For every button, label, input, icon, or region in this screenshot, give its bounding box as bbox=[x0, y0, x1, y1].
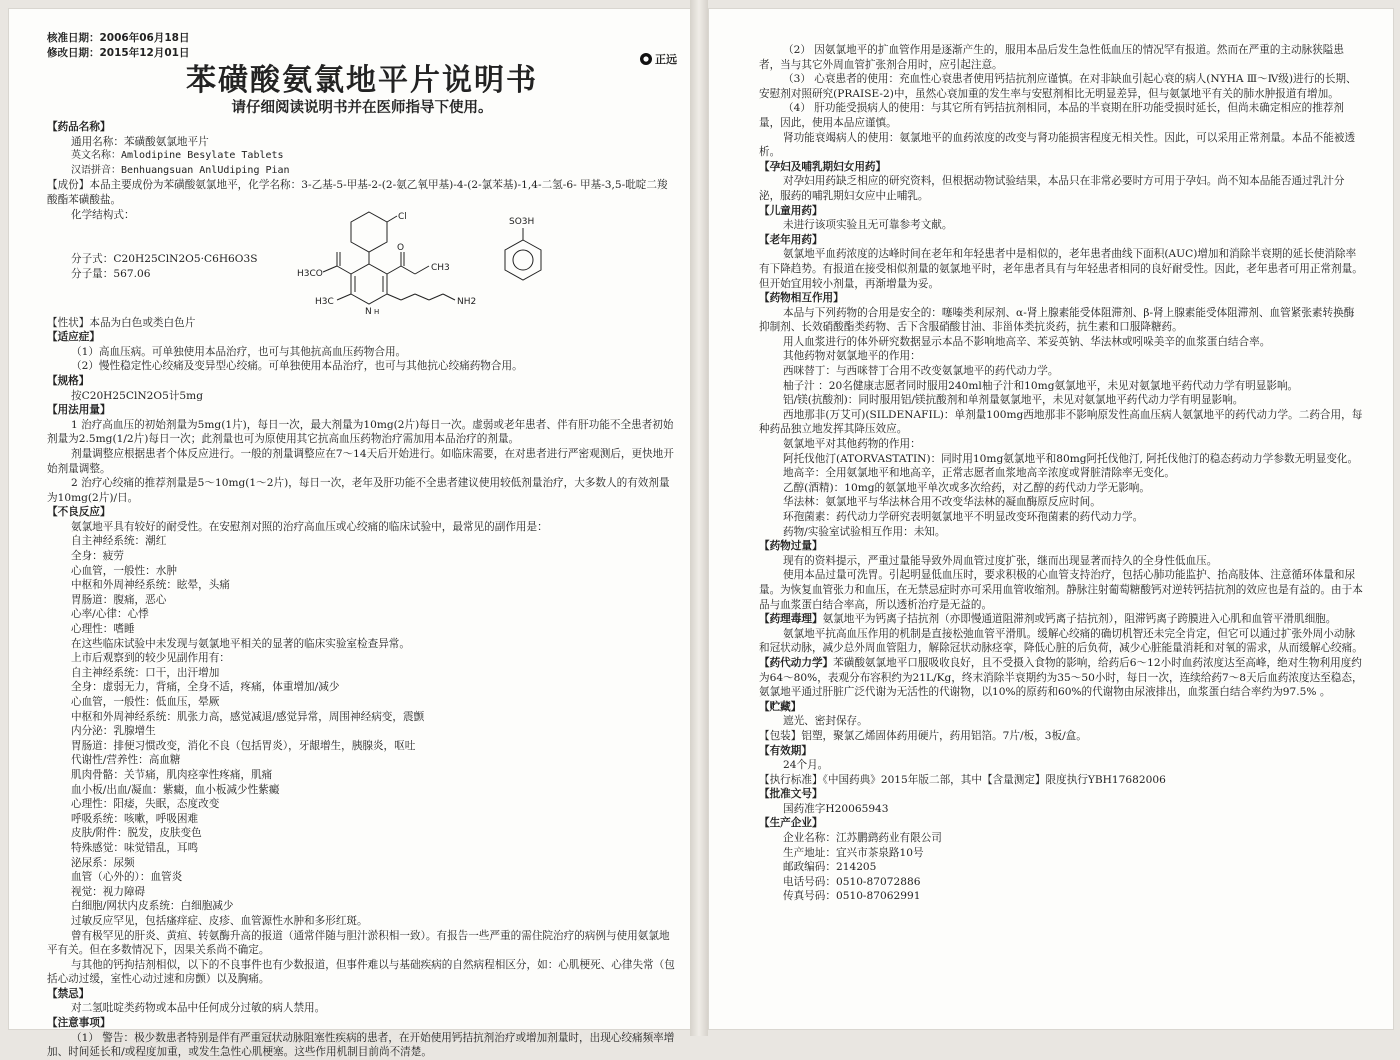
overdose-paragraph: 使用本品过量可洗胃。引起明显低血压时，要求积极的心血管支持治疗，包括心肺功能监护、抬高肢体、注意循环体量和尿量。为恢复血管张力和血压，在无禁忌症时亦可采用血管收缩剂。静脉注射葡萄糖酸钙对逆转钙拮抗剂的效应也是有益的。由于本品与血浆蛋白结合率高，所以透析治疗是无益的。 bbox=[759, 569, 1363, 611]
adverse-less-item: 心血管，一般性：低血压，晕厥 bbox=[71, 696, 220, 708]
adverse-less-item: 全身：虚弱无力，背痛，全身不适，疼痛，体重增加/减少 bbox=[71, 681, 340, 694]
pregnancy: 对孕妇用药缺乏相应的研究资料，但根据动物试验结果，本品只在非常必要时方可用于孕妇。尚不知本品能否通过乳汁分泌，服药的哺乳期妇女应中止哺乳。 bbox=[759, 175, 1345, 202]
page-fold bbox=[690, 0, 708, 1036]
adverse-item: 全身：疲劳 bbox=[71, 550, 124, 563]
section-indications: 【适应症】 bbox=[47, 331, 100, 344]
molecular-formula: 分子式：C20H25ClN2O5·C6H6O3S bbox=[71, 253, 258, 266]
indication-item: （2）慢性稳定性心绞痛及变异型心绞痛。可单独使用本品治疗，也可与其他抗心绞痛药物合用。 bbox=[71, 360, 523, 373]
adverse-item: 心理性：嗜睡 bbox=[71, 623, 135, 636]
section-manufacturer: 【生产企业】 bbox=[759, 817, 823, 830]
pinyin-name: 汉语拼音：Benhuangsuan AnlUdiping Pian bbox=[71, 164, 290, 176]
overdose-paragraph: 现有的资料提示，严重过量能导致外周血管过度扩张，继而出现显著而持久的全身性低血压。 bbox=[783, 554, 1218, 567]
section-pregnancy: 【孕妇及哺乳期妇女用药】 bbox=[759, 160, 887, 173]
adverse-item: 胃肠道：腹痛，恶心 bbox=[71, 593, 167, 606]
pharmacology-text: 氨氯地平为钙离子拮抗剂（亦即慢通道阻滞剂或钙离子拮抗剂），阻滞钙离子跨膜进入心肌和血管平滑肌细胞。 bbox=[822, 613, 1337, 626]
adverse-less-item: 特殊感觉：味觉错乱，耳鸣 bbox=[71, 841, 199, 854]
caution-item: （4） 肝功能受损病人的使用：与其它所有钙拮抗剂相同，本品的半衰期在肝功能受损时延长，但尚未确定相应的推荐剂量，因此，使用本品应谨慎。 bbox=[759, 102, 1344, 129]
caution-item: （3） 心衰患者的使用：充血性心衰患者使用钙拮抗剂应谨慎。在对非缺血引起心衰的病人(NYHA Ⅲ～Ⅳ级)进行的长期、安慰剂对照研究(PRAISE-2)中，虽然心衰加重的发生率与安慰剂相比无明显差异，但与氨氯地平有关的肺水肿报道有增加。 bbox=[759, 73, 1357, 100]
section-pharmacokinetics: 【药代动力学】 bbox=[759, 656, 834, 669]
approval-date: 核准日期：2006年06月18日 bbox=[47, 32, 190, 44]
adverse-less-item: 血小板/出血/凝血：紫癜，血小板减少性紫癜 bbox=[71, 783, 280, 796]
interaction-item: 药物/实验室试验相互作用：未知。 bbox=[783, 525, 946, 538]
interaction-item: 乙醇(酒精)：10mg的氨氯地平单次或多次给药，对乙醇的药代动力学无影响。 bbox=[783, 481, 1150, 494]
section-spec: 【规格】 bbox=[47, 374, 90, 387]
adverse-note: 在这些临床试验中未发现与氨氯地平相关的显著的临床实验室检查异常。 bbox=[71, 637, 410, 650]
contraindications: 对二氢吡啶类药物或本品中任何成分过敏的病人禁用。 bbox=[71, 1002, 326, 1015]
adverse-less-item: 皮肤/附件：脱发，皮肤变色 bbox=[71, 827, 202, 840]
adverse-intro: 氨氯地平具有较好的耐受性。在安慰剂对照的治疗高血压或心绞痛的临床试验中，最常见的副作用是： bbox=[71, 520, 548, 533]
brand-circle-icon bbox=[639, 52, 653, 66]
section-interactions: 【药物相互作用】 bbox=[759, 292, 844, 305]
common-name: 通用名称：苯磺酸氨氯地平片 bbox=[71, 135, 209, 148]
section-overdose: 【药物过量】 bbox=[759, 540, 823, 553]
adverse-more: 曾有极罕见的肝炎、黄疸、转氨酶升高的报道（通常伴随与胆汁淤积相一致）。有报告一些严重的需住院治疗的病例与使用氨氯地平有关。但在多数情况下，因果关系尚不确定。 bbox=[47, 929, 670, 957]
interaction-item: 柚子汁 ：20名健康志愿者同时服用240ml柚子汁和10mg氨氯地平，未见对氨氯地平药代动力学有明显影响。 bbox=[783, 379, 1299, 392]
section-elderly: 【老年用药】 bbox=[759, 233, 823, 246]
revision-date: 修改日期：2015年12月01日 bbox=[47, 47, 190, 59]
adverse-item: 心率/心律：心悸 bbox=[71, 608, 149, 621]
adverse-less-item: 白细胞/网状内皮系统：白细胞减少 bbox=[71, 900, 234, 913]
adverse-less-item: 代谢性/营养性：高血糖 bbox=[71, 754, 181, 767]
composition: 【成份】本品主要成份为苯磺酸氨氯地平，化学名称：3-乙基-5-甲基-2-(2-氨乙氧甲基)-4-(2-氯苯基)-1,4-二氢-6- 甲基-3,5-吡啶二羧酸酯苯磺酸盐。 bbox=[47, 179, 668, 206]
usage-paragraph: 剂量调整应根据患者个体反应进行。一般的剂量调整应在7～14天后开始进行。如临床需要，在对患者进行严密观测后，更快地开始剂量调整。 bbox=[47, 447, 674, 475]
adverse-item: 中枢和外周神经系统：眩晕，头痛 bbox=[71, 579, 230, 592]
pharmacology-more: 氨氯地平抗高血压作用的机制是直接松弛血管平滑肌。缓解心绞痛的确切机智还未完全肯定，但它可以通过扩张外周小动脉和冠状动脉，减少总外周血管阻力，解除冠状动脉痉挛，降低心脏的后负荷，减少心脏能量消耗和对氧的需求，从而缓解心绞痛。 bbox=[759, 627, 1363, 655]
section-children: 【儿童用药】 bbox=[759, 204, 823, 217]
adverse-less-item: 视觉：视力障碍 bbox=[71, 885, 146, 898]
indication-item: （1）高血压病。可单独使用本品治疗，也可与其他抗高血压药物合用。 bbox=[71, 345, 407, 358]
storage: 遮光、密封保存。 bbox=[783, 715, 868, 728]
cl-label: Cl bbox=[398, 211, 407, 222]
brand-name: 正远 bbox=[655, 53, 677, 66]
adverse-less-item: 呼吸系统：咳嗽，呼吸困难 bbox=[71, 812, 199, 825]
section-adverse: 【不良反应】 bbox=[47, 506, 111, 519]
adverse-less-item: 血管（心外的）：血管炎 bbox=[71, 871, 183, 884]
interaction-item: 用人血浆进行的体外研究数据显示本品不影响地高辛、苯妥英钠、华法林或吲哚美辛的血浆蛋白结合率。 bbox=[783, 335, 1271, 348]
right-page bbox=[708, 8, 1394, 1030]
document-title: 苯磺酸氨氯地平片说明书 bbox=[186, 63, 538, 98]
chemical-structure-diagram bbox=[297, 208, 597, 316]
h3c-label: H3C bbox=[315, 296, 334, 307]
structure-label: 化学结构式： bbox=[71, 208, 135, 221]
section-usage: 【用法用量】 bbox=[47, 404, 111, 417]
pharmacokinetics bbox=[759, 656, 1363, 700]
interaction-item: 本品与下列药物的合用是安全的：噻嗪类利尿剂、α-肾上腺素能受体阻滞剂、β-肾上腺素能受体阻滞剂、血管紧张素转换酶抑制剂、长效硝酸酯类药物、舌下含服硝酸甘油、非甾体类抗炎药，抗生素和口服降糖药。 bbox=[759, 306, 1355, 334]
adverse-item: 自主神经系统：潮红 bbox=[71, 535, 167, 548]
interaction-item: 西咪替丁：与西咪替丁合用不改变氨氯地平的药代动力学。 bbox=[783, 365, 1059, 378]
section-contraindications: 【禁忌】 bbox=[47, 987, 90, 1000]
standard: 【执行标准】《中国药典》2015年版二部，其中【含量测定】限度执行YBH17682006 bbox=[759, 773, 1166, 786]
adverse-more: 过敏反应罕见，包括瘙痒症、皮疹、血管源性水肿和多形红斑。 bbox=[71, 914, 368, 927]
section-validity: 【有效期】 bbox=[759, 744, 812, 757]
caution-item: （1） 警告：极少数患者特别是伴有严重冠状动脉阻塞性疾病的患者，在开始使用钙拮抗剂治疗或增加剂量时，出现心绞痛频率增加、时间延长和/或程度加重，或发生急性心肌梗塞。这些作用机制目前尚不清楚。 bbox=[47, 1031, 675, 1059]
adverse-more: 与其他的钙拘拮剂相似，以下的不良事件也有少数报道，但事件难以与基础疾病的自然病程相区分，如：心肌梗死、心律失常（包括心动过缓，室性心动过速和房颤）以及胸痛。 bbox=[47, 958, 675, 986]
interaction-item: 阿托伐他汀(ATORVASTATIN)：同时用10mg氨氯地平和80mg阿托伐他汀, 阿托伐他汀的稳态药动力学参数无明显变化。 bbox=[783, 452, 1359, 465]
molecular-weight: 分子量：567.06 bbox=[71, 267, 151, 280]
hydrogen-label: H bbox=[374, 307, 380, 316]
section-cautions: 【注意事项】 bbox=[47, 1017, 111, 1030]
section-pharmacology: 【药理毒理】 bbox=[759, 613, 823, 626]
adverse-less-item: 胃肠道：排便习惯改变，消化不良（包括胃炎），牙龈增生，胰腺炎，呕吐 bbox=[71, 739, 416, 752]
children: 未进行该项实验且无可靠参考文献。 bbox=[783, 219, 953, 232]
left-page bbox=[8, 8, 692, 1059]
nh2-label: NH2 bbox=[457, 296, 477, 307]
brand-logo bbox=[639, 51, 677, 67]
adverse-less-item: 肌肉骨骼：关节痛，肌肉痉挛性疼痛，肌痛 bbox=[71, 768, 273, 781]
approval-number: 国药准字H20065943 bbox=[783, 802, 889, 815]
manufacturer-line: 传真号码：0510-87062991 bbox=[783, 890, 921, 903]
adverse-item: 心血管，一般性：水肿 bbox=[71, 564, 177, 577]
caution-item: （2） 因氨氯地平的扩血管作用是逐渐产生的，服用本品后发生急性低血压的情况罕有报道。然而在严重的主动脉狭隘患者，当与其它外周血管扩张剂合用时，应引起注意。 bbox=[759, 44, 1344, 71]
section-approval-number: 【批准文号】 bbox=[759, 788, 823, 801]
so3h-label: SO3H bbox=[509, 216, 535, 227]
h3co-label: H3CO bbox=[297, 268, 323, 279]
interaction-item: 地高辛：全用氨氯地平和地高辛，正常志愿者血浆地高辛浓度或肾脏清除率无变化。 bbox=[783, 467, 1175, 480]
traits: 【性状】本品为白色或类白色片 bbox=[47, 316, 196, 329]
elderly: 氨氯地平血药浓度的达峰时间在老年和年轻患者中是相似的，老年患者曲线下面积(AUC)增加和消除半衰期的延长使消除率有下降趋势。有报道在接受相似剂量的氨氯地平时，老年患者具有与年轻患者相同的良好耐受性。因此，老年患者可用正常剂量。但开始宜用较小剂量，再渐增量为妥。 bbox=[759, 248, 1363, 290]
caution-item: 肾功能衰竭病人的使用：氨氯地平的血药浓度的改变与肾功能损害程度无相关性。因此，可以采用正常剂量。本品不能被透析。 bbox=[759, 131, 1356, 159]
nitrogen-label: N bbox=[365, 306, 372, 317]
interaction-item: 环孢菌素：药代动力学研究表明氨氯地平不明显改变环孢菌素的药代动力学。 bbox=[783, 511, 1144, 523]
interaction-item: 西地那非(万艾可)(SILDENAFIL)：单剂量100mg西地那非不影响原发性高血压病人氨氯地平的药代动力学。二药合用，每种药品独立地发挥其降压效应。 bbox=[759, 408, 1363, 436]
interaction-item: 铝/镁(抗酸剂)：同时服用铝/镁抗酸剂和单剂量氨氯地平，未见对氨氯地平药代动力学有明显影响。 bbox=[783, 394, 1244, 407]
manufacturer-line: 生产地址：宜兴市茶泉路10号 bbox=[783, 846, 924, 859]
spec: 按C20H25ClN2O5计5mg bbox=[71, 389, 203, 402]
adverse-less-item: 内分泌：乳腺增生 bbox=[71, 725, 156, 738]
adverse-less-item: 中枢和外周神经系统：肌张力高，感觉减退/感觉异常，周围神经病变，震颤 bbox=[71, 710, 425, 723]
pharmacology-first bbox=[759, 612, 1363, 627]
ch3-label: CH3 bbox=[431, 262, 450, 273]
adverse-less-item: 自主神经系统：口干，出汗增加 bbox=[71, 666, 220, 679]
manufacturer-line: 电话号码：0510-87072886 bbox=[783, 875, 921, 888]
usage-paragraph: 2 治疗心绞痛的推荐剂量是5～10mg(1～2片)，每日一次，老年及肝功能不全患者建议使用较低剂量治疗，大多数人的有效剂量为10mg(2片)/日。 bbox=[47, 477, 670, 504]
chemical-structure-block bbox=[47, 208, 677, 316]
section-drug-name: 【药品名称】 bbox=[47, 121, 111, 133]
adverse-less-item: 心理性：阳痿，失眠，态度改变 bbox=[71, 798, 220, 811]
validity: 24个月。 bbox=[783, 759, 829, 772]
adverse-less-item: 泌尿系：尿频 bbox=[71, 856, 135, 869]
usage-paragraph: 1 治疗高血压的初始剂量为5mg(1片)，每日一次，最大剂量为10mg(2片)每日一次。虚弱或老年患者、伴有肝功能不全患者初始剂量为2.5mg(1/2片)每日一次；此剂量也可为原使用其它抗高血压药物治疗需加用本品治疗的剂量。 bbox=[47, 418, 674, 446]
manufacturer-line: 企业名称：江苏鹏鹞药业有限公司 bbox=[783, 832, 942, 845]
oxygen-label: O bbox=[397, 242, 405, 253]
english-name: 英文名称：Amlodipine Besylate Tablets bbox=[71, 150, 284, 162]
interaction-item: 其他药物对氨氯地平的作用： bbox=[783, 350, 921, 363]
manufacturer-line: 邮政编码：214205 bbox=[783, 861, 877, 874]
interaction-item: 华法林：氨氯地平与华法林合用不改变华法林的凝血酶原反应时间。 bbox=[783, 496, 1101, 509]
pharmacokinetics-text: 苯磺酸氨氯地平口服吸收良好，且不受摄入食物的影响，给药后6～12小时血药浓度达至高峰，绝对生物利用度约为64～80%，表观分布容积约为21L/Kg，终末消除半衰期约为35～50小时，每日一次，连续给药7～8天后血药浓度达至稳态，氨氯地平通过肝脏广泛代谢为无活性的代谢物，以10%的原药和60%的代谢物由尿液排出，血浆蛋白结合率约为97.5% 。 bbox=[759, 656, 1363, 699]
document-subtitle: 请仔细阅读说明书并在医师指导下使用。 bbox=[231, 100, 493, 116]
package: 【包装】铝塑，聚氯乙烯固体药用硬片，药用铝箔。7片/板，3板/盒。 bbox=[759, 729, 1087, 742]
interaction-item: 氨氯地平对其他药物的作用： bbox=[783, 438, 921, 451]
section-storage: 【贮藏】 bbox=[759, 700, 802, 713]
adverse-less-intro: 上市后观察到的较少见副作用有： bbox=[71, 652, 230, 665]
